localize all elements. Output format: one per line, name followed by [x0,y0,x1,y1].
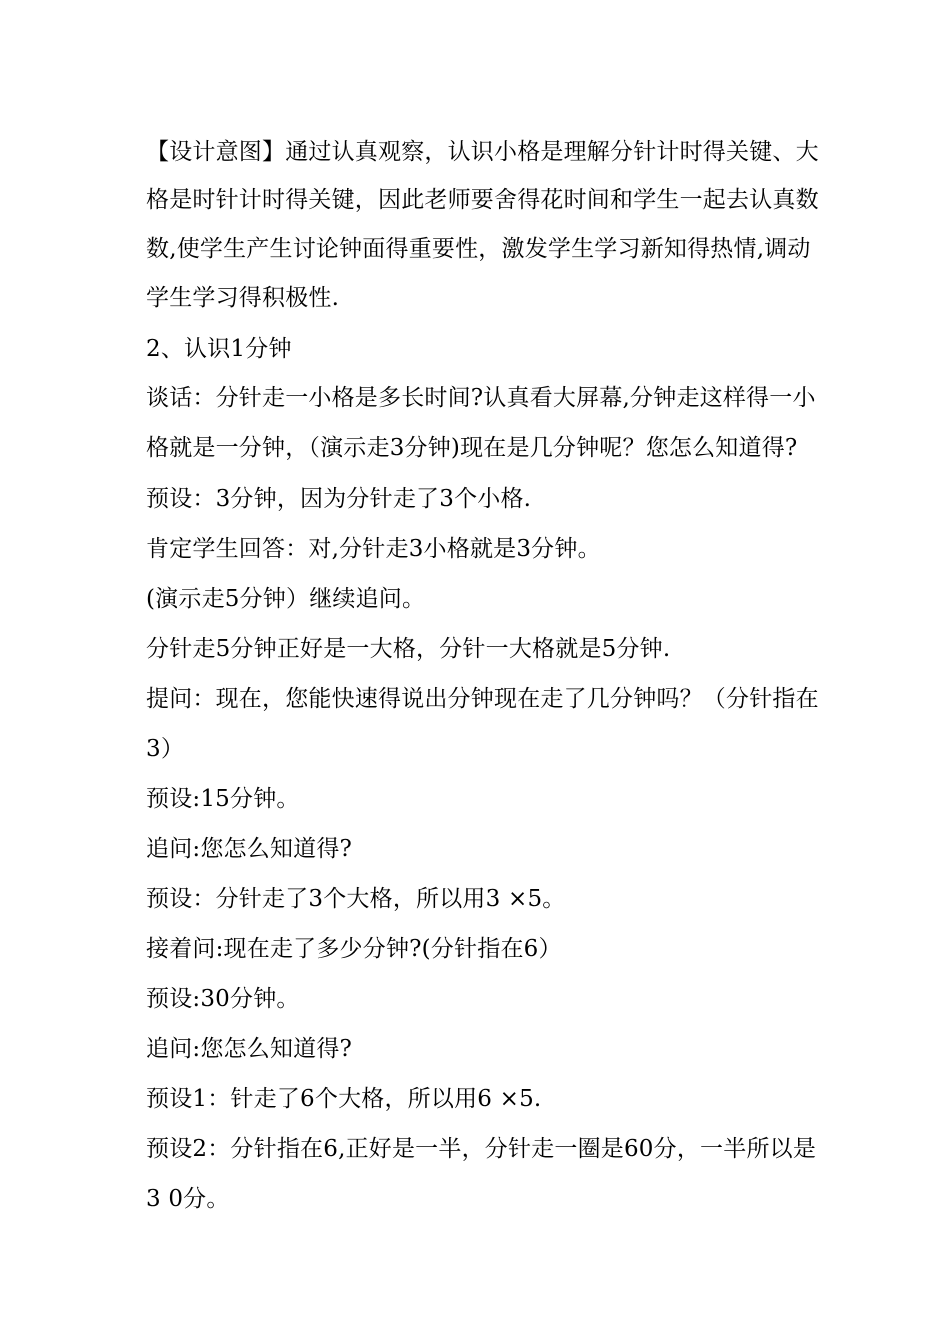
paragraph-line-preset-2: 预设2：分针指在6,正好是一半，分针走一圈是60分，一半所以是 [146,1136,817,1162]
paragraph-line-preset-3x5: 预设：分针走了3个大格，所以用3 ×5。 [146,886,566,912]
paragraph-line-followup-1: 追问:您怎么知道得? [146,836,353,862]
paragraph-line-preset-2-cont: 3 0分。 [146,1186,230,1212]
paragraph-line-design-intent-3: 数,使学生产生讨论钟面得重要性，激发学生学习新知得热情,调动 [146,236,811,262]
paragraph-line-design-intent-4: 学生学习得积极性. [146,285,340,311]
paragraph-line-preset-1: 预设1：针走了6个大格，所以用6 ×5. [146,1086,542,1112]
paragraph-line-talk-2: 格就是一分钟，（演示走3分钟)现在是几分钟呢？您怎么知道得? [146,435,798,461]
paragraph-line-next-question: 接着问:现在走了多少分钟?(分针指在6） [146,936,562,962]
section-heading: 2、认识1分钟 [146,336,292,362]
paragraph-line-preset-3min: 预设：3分钟，因为分针走了3个小格. [146,486,532,512]
paragraph-line-design-intent-1: 【设计意图】通过认真观察，认识小格是理解分针计时得关键、大 [146,139,819,165]
paragraph-line-affirm: 肯定学生回答：对,分针走3小格就是3分钟。 [146,536,601,562]
paragraph-line-preset-15min: 预设:15分钟。 [146,786,300,812]
paragraph-line-question-1: 提问：现在，您能快速得说出分钟现在走了几分钟吗？（分针指在 [146,686,819,712]
paragraph-line-question-2: 3） [146,736,185,762]
paragraph-line-preset-30min: 预设:30分钟。 [146,986,300,1012]
paragraph-line-talk-1: 谈话：分针走一小格是多长时间?认真看大屏幕,分钟走这样得一小 [146,385,816,411]
paragraph-line-demo-5min: (演示走5分钟）继续追问。 [146,586,426,612]
paragraph-line-followup-2: 追问:您怎么知道得? [146,1036,353,1062]
paragraph-line-5min-explain: 分针走5分钟正好是一大格，分针一大格就是5分钟. [146,636,671,662]
paragraph-line-design-intent-2: 格是时针计时得关键，因此老师要舍得花时间和学生一起去认真数 [146,187,819,213]
